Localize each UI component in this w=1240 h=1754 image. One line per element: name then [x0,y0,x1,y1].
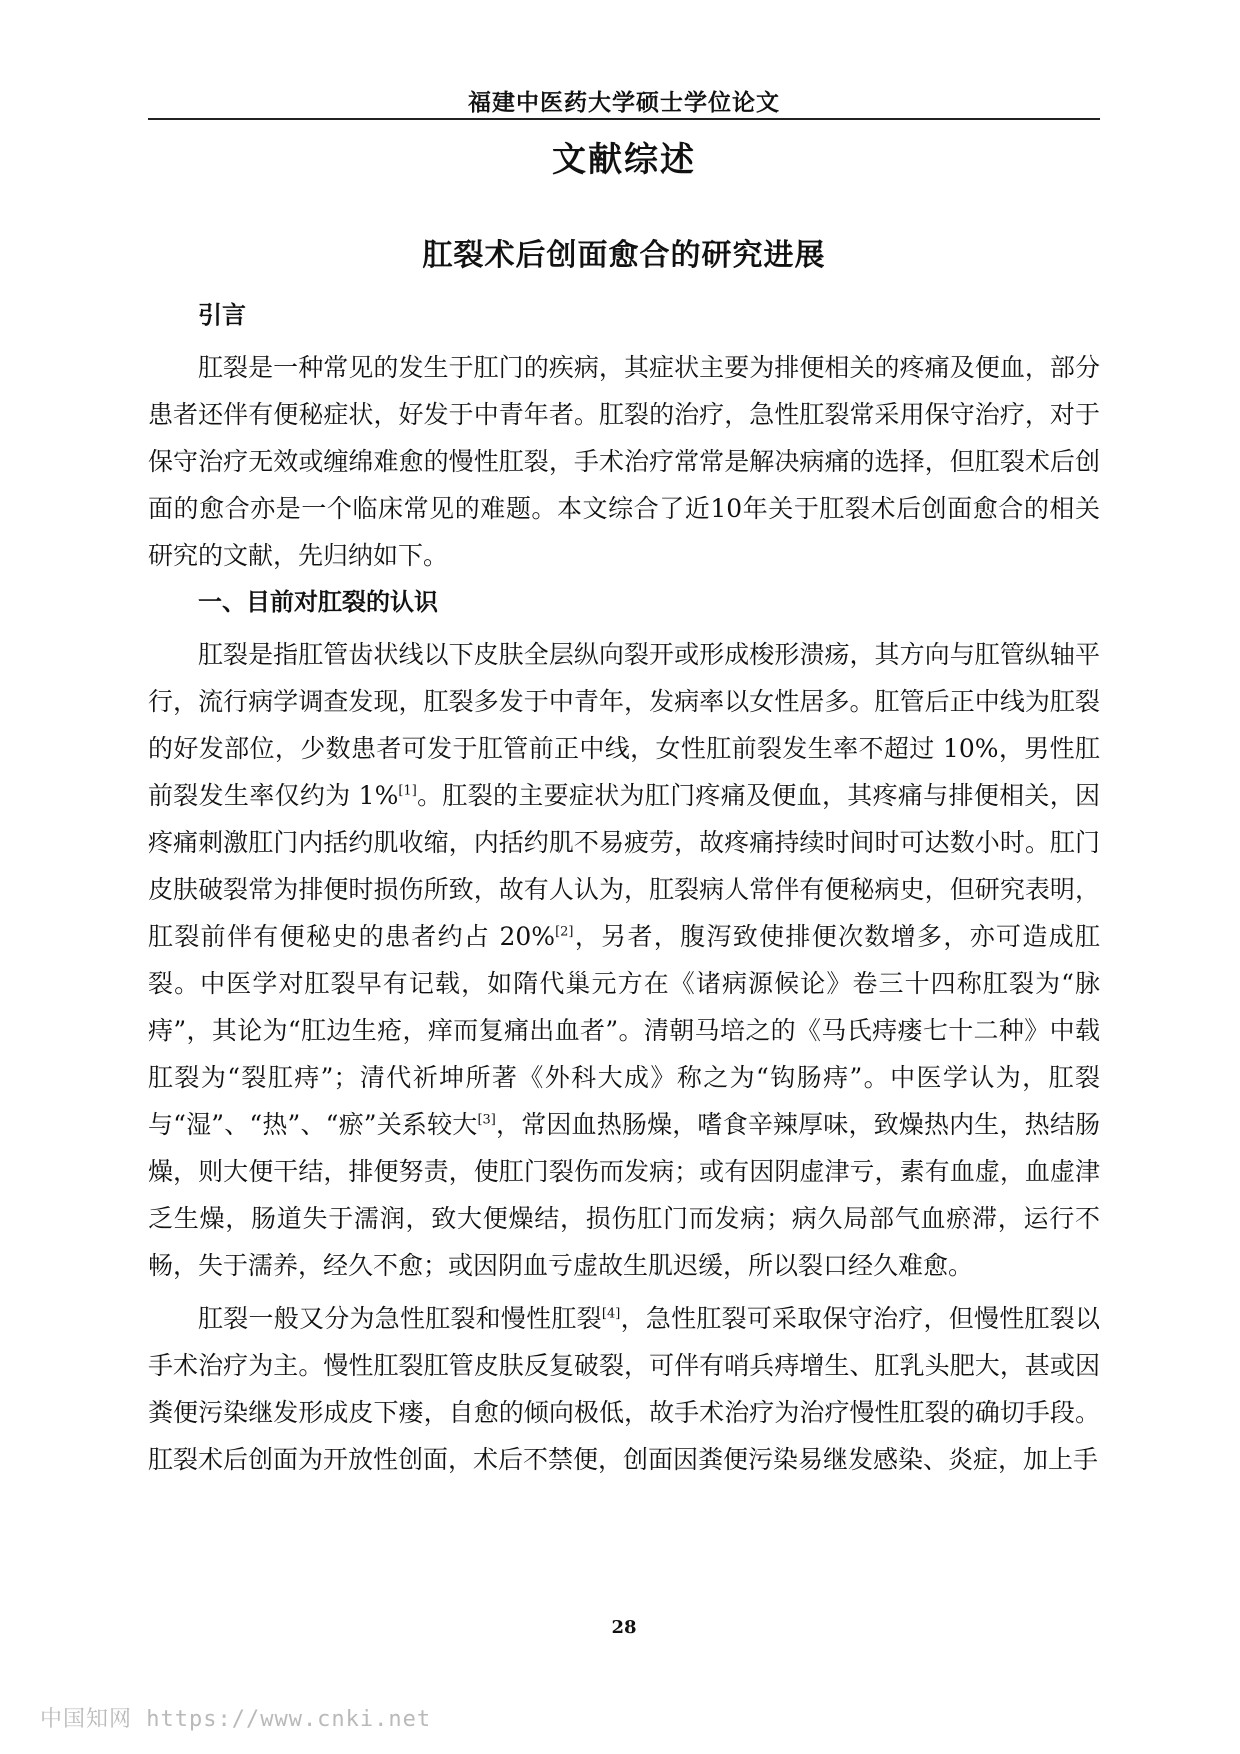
article-body [148,296,1100,1487]
para2-text-1: 肛裂一般又分为急性肛裂和慢性肛裂 [198,1304,602,1333]
para1-text-3: ，另者，腹泻致使排便次数增多，亦可造成肛裂。中医学对肛裂早有记载，如隋代巢元方在《诸病源候论》卷三十四称肛裂为“脉痔”，其论为“肛边生疮，痒而复痛出血者”。清朝马培之的《马氏痔瘘七十二种》中载肛裂为“裂肛痔”；清代祈坤所著《外科大成》称之为“钩肠痔”。中医学认为，肛裂与“湿”、“热”、“瘀”关系较大 [148,922,1100,1139]
para1-text-4: ，常因血热肠燥，嗜食辛辣厚味，致燥热内生，热结肠燥，则大便干结，排便努责，使肛门裂伤而发病；或有因阴虚津亏，素有血虚，血虚津乏生燥，肠道失于濡润，致大便燥结，损伤肛门而发病；病久局部气血瘀滞，运行不畅，失于濡养，经久不愈；或因阴血亏虚故生肌迟缓，所以裂口经久难愈。 [148,1110,1100,1280]
heading-section-1: 一、目前对肛裂的认识 [198,588,438,616]
section-title: 文献综述 [552,140,696,180]
paragraph-fissure-overview [148,631,1100,1289]
header-rule [148,118,1100,120]
para1-text-1: 肛裂是指肛管齿状线以下皮肤全层纵向裂开或形成梭形溃疡，其方向与肛管纵轴平行，流行病学调查发现，肛裂多发于中青年，发病率以女性居多。肛管后正中线为肛裂的好发部位，少数患者可发于肛管前正中线，女性肛前裂发生率不超过 10%，男性肛前裂发生率仅约为 1% [148,640,1100,810]
running-header: 福建中医药大学硕士学位论文 [468,90,780,116]
heading-intro: 引言 [198,301,246,329]
paragraph-fissure-types [148,1295,1100,1483]
page-number: 28 [611,1617,637,1638]
intro-paragraph: 肛裂是一种常见的发生于肛门的疾病，其症状主要为排便相关的疼痛及便血，部分患者还伴有便秘症状，好发于中青年者。肛裂的治疗，急性肛裂常采用保守治疗，对于保守治疗无效或缠绵难愈的慢性肛裂，手术治疗常常是解决病痛的选择，但肛裂术后创面的愈合亦是一个临床常见的难题。本文综合了近10年关于肛裂术后创面愈合的相关研究的文献，先归纳如下。 [148,353,1100,570]
article-title: 肛裂术后创面愈合的研究进展 [422,238,826,273]
citation-3: [3] [477,1112,496,1128]
citation-2: [2] [555,924,574,940]
para2-text-2: ，急性肛裂可采取保守治疗，但慢性肛裂以手术治疗为主。慢性肛裂肛管皮肤反复破裂，可伴有哨兵痔增生、肛乳头肥大，甚或因粪便污染继发形成皮下瘘，自愈的倾向极低，故手术治疗为治疗慢性肛裂的确切手段。肛裂术后创面为开放性创面，术后不禁便，创面因粪便污染易继发感染、炎症，加上手 [148,1304,1100,1474]
citation-4: [4] [601,1306,621,1322]
para1-text-2: 。肛裂的主要症状为肛门疼痛及便血，其疼痛与排便相关，因疼痛刺激肛门内括约肌收缩，内括约肌不易疲劳，故疼痛持续时间时可达数小时。肛门皮肤破裂常为排便时损伤所致，故有人认为，肛裂病人常伴有便秘病史，但研究表明，肛裂前伴有便秘史的患者约占 20% [148,781,1100,951]
cnki-watermark: 中国知网 https://www.cnki.net [40,1707,432,1732]
citation-1: [1] [398,783,417,799]
